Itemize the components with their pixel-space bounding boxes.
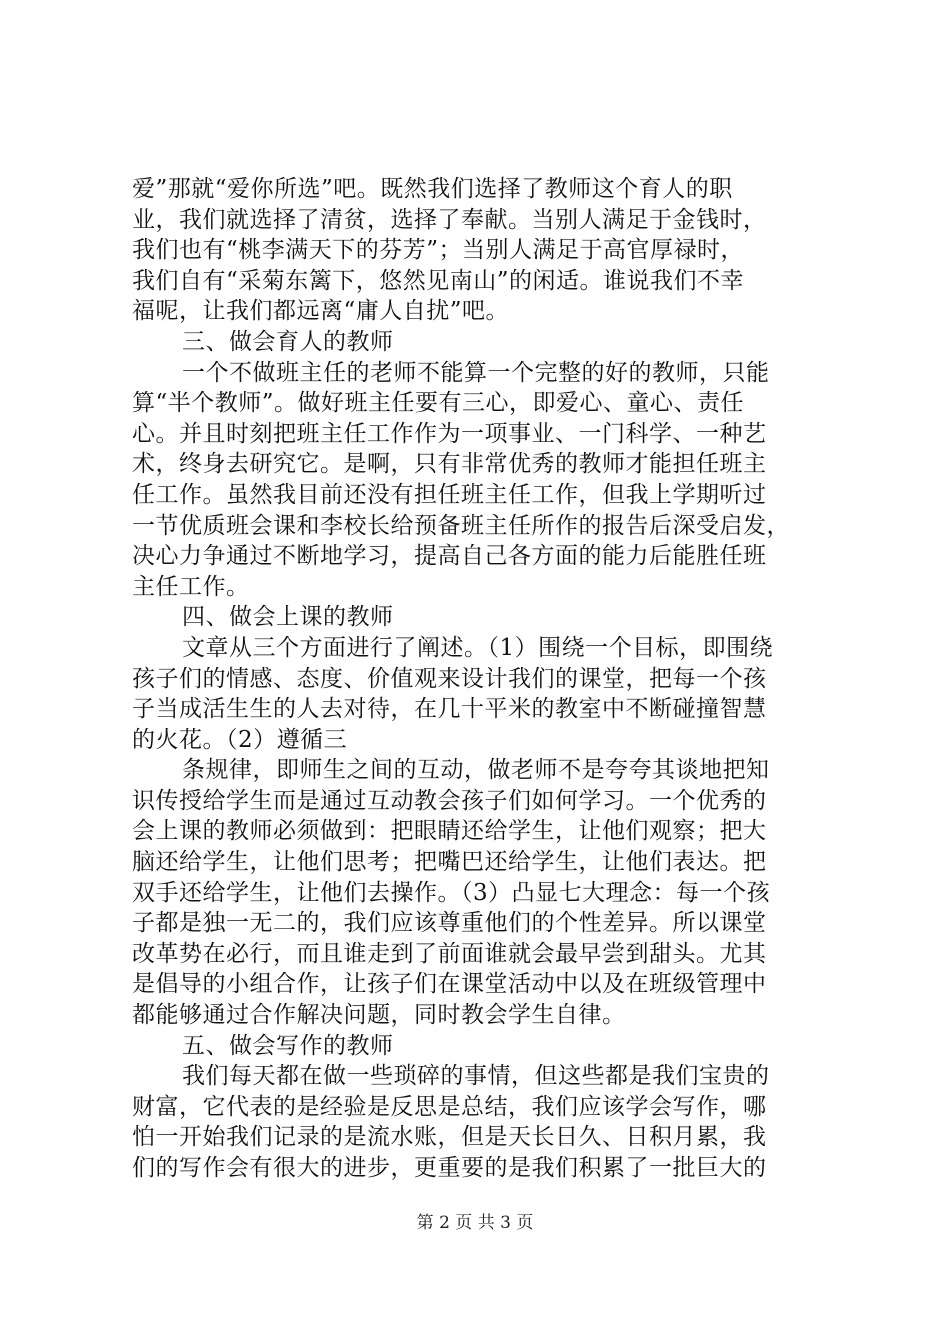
text-line: 双手还给学生，让他们去操作。（3）凸显七大理念：每一个孩 (132, 879, 771, 906)
text-line: 财富，它代表的是经验是反思是总结，我们应该学会写作，哪 (132, 1093, 767, 1120)
text-line: 文章从三个方面进行了阐述。（1）围绕一个目标，即围绕 (182, 634, 774, 661)
text-line: 都能够通过合作解决问题，同时教会学生自律。 (132, 1002, 626, 1029)
text-line: 爱”那就“爱你所选”吧。既然我们选择了教师这个育人的职 (132, 176, 733, 202)
text-line: 一个不做班主任的老师不能算一个完整的好的教师，只能 (182, 359, 770, 386)
text-line: 我们每天都在做一些琐碎的事情，但这些都是我们宝贵的 (182, 1063, 770, 1090)
text-line: 五、做会写作的教师 (182, 1032, 394, 1059)
text-line: 任工作。虽然我目前还没有担任班主任工作，但我上学期听过 (132, 481, 767, 508)
text-line: 的火花。（2）遵循三 (132, 726, 348, 753)
text-line: 三、做会育人的教师 (182, 328, 394, 355)
text-line: 子都是独一无二的，我们应该尊重他们的个性差异。所以课堂 (132, 910, 767, 937)
text-line: 决心力争通过不断地学习，提高自己各方面的能力后能胜任班 (132, 543, 767, 570)
text-line: 一节优质班会课和李校长给预备班主任所作的报告后深受启发， (132, 512, 790, 539)
text-line: 子当成活生生的人去对待，在几十平米的教室中不断碰撞智慧 (132, 696, 767, 723)
text-line: 福呢，让我们都远离“庸人自扰”吧。 (132, 298, 510, 325)
text-line: 四、做会上课的教师 (182, 604, 394, 631)
document-body (132, 174, 832, 1184)
page-footer: 第 2 页 共 3 页 (416, 1213, 534, 1233)
text-line: 们的写作会有很大的进步，更重要的是我们积累了一批巨大的 (132, 1155, 767, 1181)
text-line: 改革势在必行，而且谁走到了前面谁就会最早尝到甜头。尤其 (132, 940, 767, 967)
text-line: 怕一开始我们记录的是流水账，但是天长日久、日积月累，我 (132, 1124, 767, 1151)
text-line: 是倡导的小组合作，让孩子们在课堂活动中以及在班级管理中 (132, 971, 767, 998)
text-line: 我们也有“桃李满天下的芬芳”；当别人满足于高官厚禄时， (132, 237, 745, 264)
text-line: 会上课的教师必须做到：把眼睛还给学生，让他们观察；把大 (132, 818, 767, 845)
text-line: 脑还给学生，让他们思考；把嘴巴还给学生，让他们表达。把 (132, 849, 767, 876)
text-line: 术，终身去研究它。是啊，只有非常优秀的教师才能担任班主 (132, 451, 767, 478)
text-line: 条规律，即师生之间的互动，做老师不是夸夸其谈地把知 (182, 757, 770, 784)
text-line: 孩子们的情感、态度、价值观来设计我们的课堂，把每一个孩 (132, 665, 767, 692)
text-line: 心。并且时刻把班主任工作作为一项事业、一门科学、一种艺 (132, 420, 767, 447)
text-line: 业，我们就选择了清贫，选择了奉献。当别人满足于金钱时， (132, 206, 767, 233)
text-line: 我们自有“采菊东篱下，悠然见南山”的闲适。谁说我们不幸 (132, 267, 745, 294)
text-line: 识传授给学生而是通过互动教会孩子们如何学习。一个优秀的 (132, 787, 767, 814)
text-line: 主任工作。 (132, 573, 250, 600)
text-line: 算“半个教师”。做好班主任要有三心，即爱心、童心、责任 (132, 390, 745, 417)
